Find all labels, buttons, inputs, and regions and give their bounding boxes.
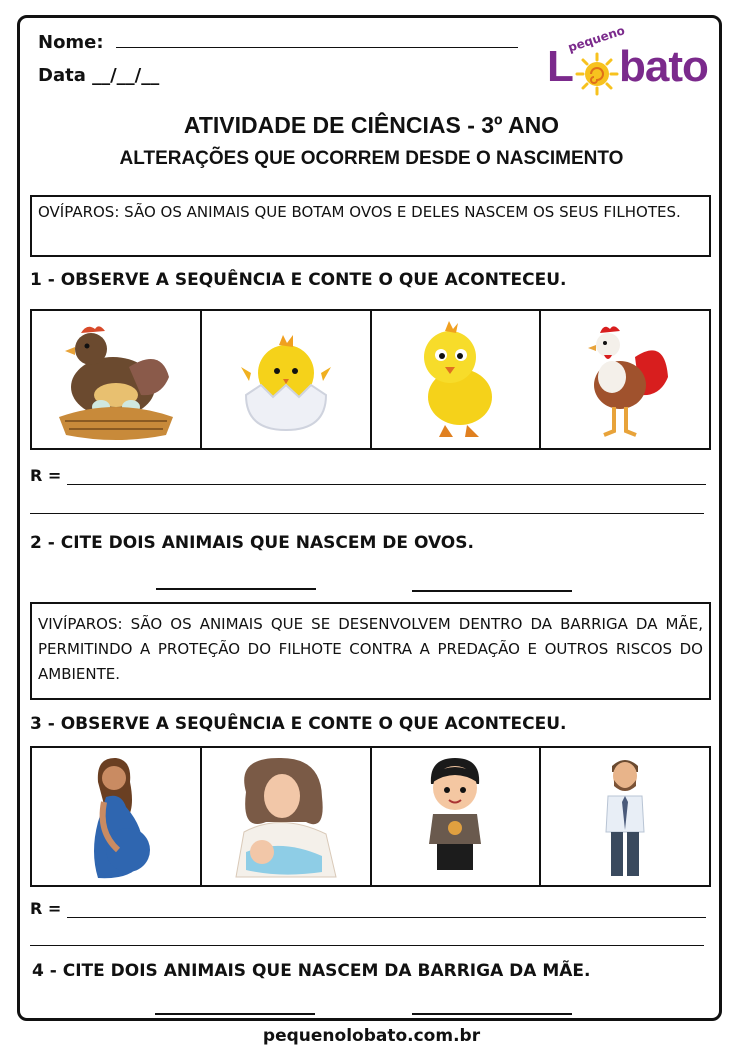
name-label: Nome:: [38, 32, 104, 53]
answer-blank-4b[interactable]: [412, 1013, 572, 1015]
sequence-cell-hen: [32, 311, 202, 448]
logo: [545, 23, 720, 108]
rooster-icon: [580, 317, 670, 442]
logo-small-text: pequeno: [566, 23, 627, 55]
hatching-chick-icon: [231, 325, 341, 435]
sun-icon: [575, 52, 619, 96]
question-3: 3 - OBSERVE A SEQUÊNCIA E CONTE O QUE ACONTECEU.: [30, 714, 567, 734]
answer-line-1b[interactable]: [30, 513, 704, 514]
page-subtitle: ALTERAÇÕES QUE OCORREM DESDE O NASCIMENTO: [119, 148, 624, 169]
sequence-cell-rooster: [541, 311, 709, 448]
answer-label-3: R =: [30, 899, 62, 918]
sequence-cell-pregnant-woman: [32, 748, 202, 885]
name-row: [38, 32, 518, 53]
logo-letter-l: L: [547, 42, 574, 91]
sequence-cell-child: [372, 748, 542, 885]
oviparos-definition: OVÍPAROS: SÃO OS ANIMAIS QUE BOTAM OVOS E DELES NASCEM OS SEUS FILHOTES.: [30, 195, 711, 257]
footer-url[interactable]: pequenolobato.com.br: [262, 1026, 481, 1046]
sequence-cell-chick: [372, 311, 542, 448]
question-2: 2 - CITE DOIS ANIMAIS QUE NASCEM DE OVOS.: [30, 533, 474, 553]
question-4: 4 - CITE DOIS ANIMAIS QUE NASCEM DA BARRIGA DA MÃE.: [32, 961, 591, 981]
answer-line-3b[interactable]: [30, 945, 704, 946]
egg-sequence-grid: [30, 309, 711, 450]
hen-on-nest-icon: [51, 317, 181, 442]
child-icon: [415, 752, 495, 882]
sequence-cell-man: [541, 748, 709, 885]
page-title: ATIVIDADE DE CIÊNCIAS - 3º ANO: [183, 112, 560, 138]
mother-with-baby-icon: [226, 752, 346, 882]
logo-word: bato: [619, 42, 708, 91]
answer-line-1[interactable]: [30, 466, 706, 485]
answer-blank-2b[interactable]: [412, 590, 572, 592]
human-sequence-grid: [30, 746, 711, 887]
date-label: Data __/__/__: [38, 65, 160, 86]
question-1: 1 - OBSERVE A SEQUÊNCIA E CONTE O QUE ACONTECEU.: [30, 270, 567, 290]
viviparos-definition: VIVÍPAROS: SÃO OS ANIMAIS QUE SE DESENVOLVEM DENTRO DA BARRIGA DA MÃE, PERMITINDO A PROTEÇÃO DO FILHOTE CONTRA A PREDAÇÃO E OUTROS RISCOS DO AMBIENTE.: [30, 602, 711, 700]
chick-icon: [405, 317, 505, 442]
answer-blank-4a[interactable]: [155, 1013, 315, 1015]
sequence-cell-hatching-chick: [202, 311, 372, 448]
answer-label-1: R =: [30, 466, 62, 485]
man-icon: [600, 752, 650, 882]
pregnant-woman-icon: [76, 752, 156, 882]
name-field[interactable]: [116, 47, 518, 48]
answer-line-3[interactable]: [30, 899, 706, 918]
sequence-cell-mother-baby: [202, 748, 372, 885]
answer-blank-2a[interactable]: [156, 588, 316, 590]
